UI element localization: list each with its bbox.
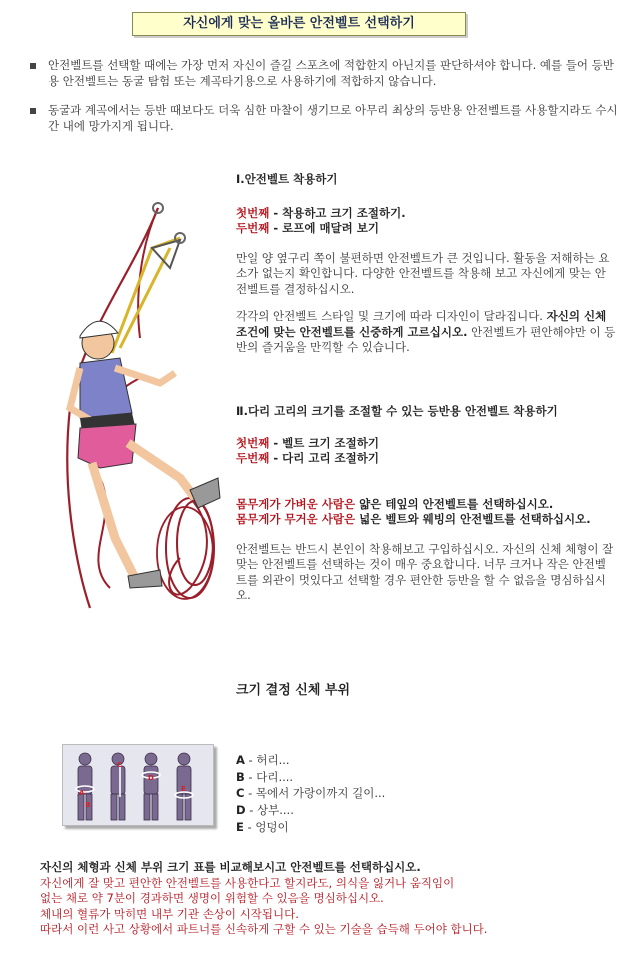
closing-line: 자신의 체형과 신체 부위 크기 표를 비교해보시고 안전벨트를 선택하십시오. xyxy=(40,860,421,874)
step2-text: - 다리 고리 조절하기 xyxy=(269,451,379,466)
bullet-item xyxy=(28,103,618,134)
figure-letter: B xyxy=(85,801,91,809)
para2-c: 안전벨트가 편안해야만 이 등반의 즐거움을 만끽할 수 있습니다. xyxy=(236,324,616,355)
para2-b: 자신의 신체 조건에 맞는 안전벨트를 신중하게 고르십시오. xyxy=(236,309,607,339)
square-bullet-icon xyxy=(30,108,36,114)
legend-item: D - 상부.... xyxy=(236,803,294,818)
light-label: 몸무게가 가벼운 사람은 xyxy=(236,496,356,511)
section-1-para2 xyxy=(236,309,616,356)
climber-illustration xyxy=(40,178,240,618)
figure-letter: C xyxy=(117,761,123,769)
bullet-text: 동굴과 계곡에서는 등반 때보다도 더욱 심한 마찰이 생기므로 아무리 최상의 등반용 안전벨트를 사용할지라도 수시간 내에 망가지게 됩니다. xyxy=(48,103,618,133)
step1-label: 첫번째 xyxy=(236,435,270,450)
legend-item: C - 목에서 가랑이까지 길이... xyxy=(236,786,386,801)
step2-label: 두번째 xyxy=(236,451,270,466)
measurement-legend xyxy=(236,752,385,835)
step2-label: 두번째 xyxy=(236,221,270,236)
section-2-steps xyxy=(236,436,616,467)
bullet-text: 안전벨트를 선택할 때에는 가장 먼저 자신이 즐길 스포츠에 적합한지 아닌지를 판단하셔야 합니다. 예를 들어 등반용 안전벨트는 동굴 탐험 또는 계곡타기용으로 사용하기에 적합하지 않습니다. xyxy=(48,58,614,88)
step1-label: 첫번째 xyxy=(236,205,270,220)
closing-line: 자신에게 잘 맞고 편안한 안전벨트를 사용한다고 할지라도, 의식을 잃거나 움직임이 xyxy=(40,875,455,890)
section-2-para: 안전벨트는 반드시 본인이 착용해보고 구입하십시오. 자신의 신체 체형이 잘 맞는 안전벨트를 선택하는 것이 매우 중요합니다. 너무 크거나 작은 안전벨트를 외관이 멋있다고 선택할 경우 편안한 등반을 할 수 없음을 명심하십시오. xyxy=(236,541,614,603)
closing-line: 체내의 혈류가 막히면 내부 기관 손상이 시작됩니다. xyxy=(40,906,299,921)
step1-text: - 벨트 크기 조절하기 xyxy=(269,435,379,450)
section-1 xyxy=(236,172,616,356)
legend-item: B - 다리.... xyxy=(236,769,294,784)
square-bullet-icon xyxy=(30,63,36,69)
page-title: 자신에게 맞는 올바른 안전벨트 선택하기 xyxy=(132,12,466,36)
closing-notes xyxy=(40,860,620,938)
section-1-steps xyxy=(236,206,616,237)
body-measurement-figure xyxy=(62,744,214,826)
weight-advice xyxy=(236,497,616,528)
para2-a: 각각의 안전벨트 스타일 및 크기에 따라 디자인이 달라집니다. xyxy=(236,309,547,324)
heavy-text: 넓은 벨트와 웨빙의 안전벨트를 선택하십시오. xyxy=(355,512,591,527)
section-2-heading: Ⅱ.다리 고리의 크기를 조절할 수 있는 등반용 안전벨트 착용하기 xyxy=(236,404,558,418)
section-2 xyxy=(236,404,616,604)
intro-bullets xyxy=(28,58,618,148)
closing-line: 없는 채로 약 7분이 경과하면 생명이 위험할 수 있음을 명심하십시오. xyxy=(40,891,384,906)
section-1-heading: Ⅰ.안전벨트 착용하기 xyxy=(236,172,338,186)
heavy-label: 몸무게가 무거운 사람은 xyxy=(236,512,356,527)
closing-line: 따라서 이런 사고 상황에서 파트너를 신속하게 구할 수 있는 기술을 습득해 두어야 합니다. xyxy=(40,922,488,937)
section-1-para1: 만일 양 옆구리 쪽이 불편하면 안전벨트가 큰 것입니다. 활동을 저해하는 요소가 없는지 확인합니다. 다양한 안전벨트를 착용해 보고 자신에게 맞는 안전벨트를 결정하십시오. xyxy=(236,250,610,296)
step2-text: - 로프에 매달려 보기 xyxy=(269,221,379,236)
step1-text: - 착용하고 크기 조절하기. xyxy=(269,205,406,220)
legend-item: A - 허리... xyxy=(236,753,290,767)
legend-item: E - 엉덩이 xyxy=(236,819,289,834)
figure-letter: A xyxy=(79,789,85,797)
figure-letter: E xyxy=(181,785,186,793)
light-text: 얇은 테잎의 안전벨트를 선택하십시오. xyxy=(355,496,554,511)
body-section-title: 크기 결정 신체 부위 xyxy=(236,683,351,698)
figure-letter: D xyxy=(148,774,154,782)
bullet-item xyxy=(28,58,618,89)
